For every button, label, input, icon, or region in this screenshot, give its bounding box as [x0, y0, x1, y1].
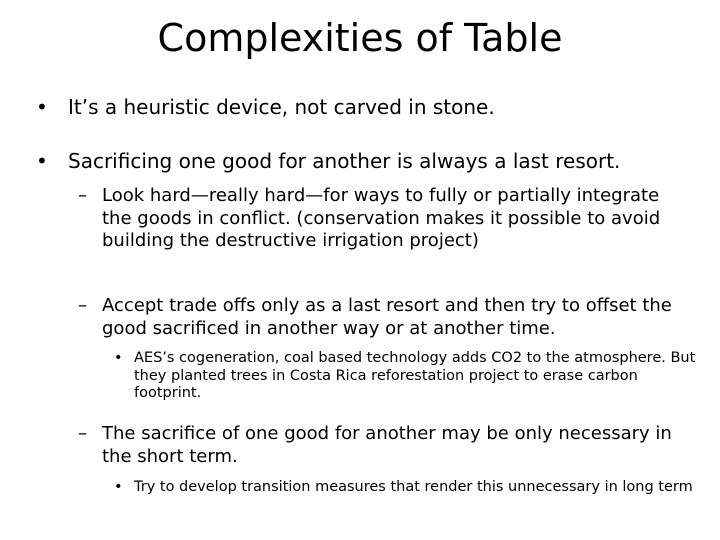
sub-bullet-text: Look hard—really hard—for ways to fully or partially integrate the goods in conflict. (conservation makes it possible to avoid building the destructive irrigation project) — [102, 185, 661, 251]
sub-bullet-text: Accept trade offs only as a last resort and then try to offset the good sacrificed in another way or at another time. — [102, 295, 672, 339]
sub-bullet-item — [78, 295, 682, 340]
bullet-text: It’s a heuristic device, not carved in stone. — [68, 95, 495, 119]
sub-sub-bullet-item — [114, 479, 704, 497]
bullet-marker: • — [36, 95, 48, 119]
bullet-marker: • — [114, 479, 123, 495]
sub-bullet-text: The sacrifice of one good for another may be only necessary in the short term. — [102, 423, 672, 467]
dash-marker: – — [78, 295, 87, 316]
sub-sub-bullet-text: Try to develop transition measures that render this unnecessary in long term — [134, 479, 693, 495]
dash-marker: – — [78, 423, 87, 444]
slide-title: Complexities of Table — [157, 16, 563, 60]
sub-sub-bullet-item — [114, 350, 704, 403]
bullet-item — [36, 95, 686, 119]
bullet-marker: • — [114, 350, 123, 366]
sub-bullet-item — [78, 185, 682, 253]
sub-sub-bullet-text: AES’s cogeneration, coal based technology adds CO2 to the atmosphere. But they planted trees in Costa Rica reforestation project to erase carbon footprint. — [134, 350, 696, 401]
bullet-item — [36, 149, 686, 173]
bullet-text: Sacrificing one good for another is always a last resort. — [68, 149, 621, 173]
sub-bullet-item — [78, 423, 682, 468]
bullet-marker: • — [36, 149, 48, 173]
dash-marker: – — [78, 185, 87, 206]
